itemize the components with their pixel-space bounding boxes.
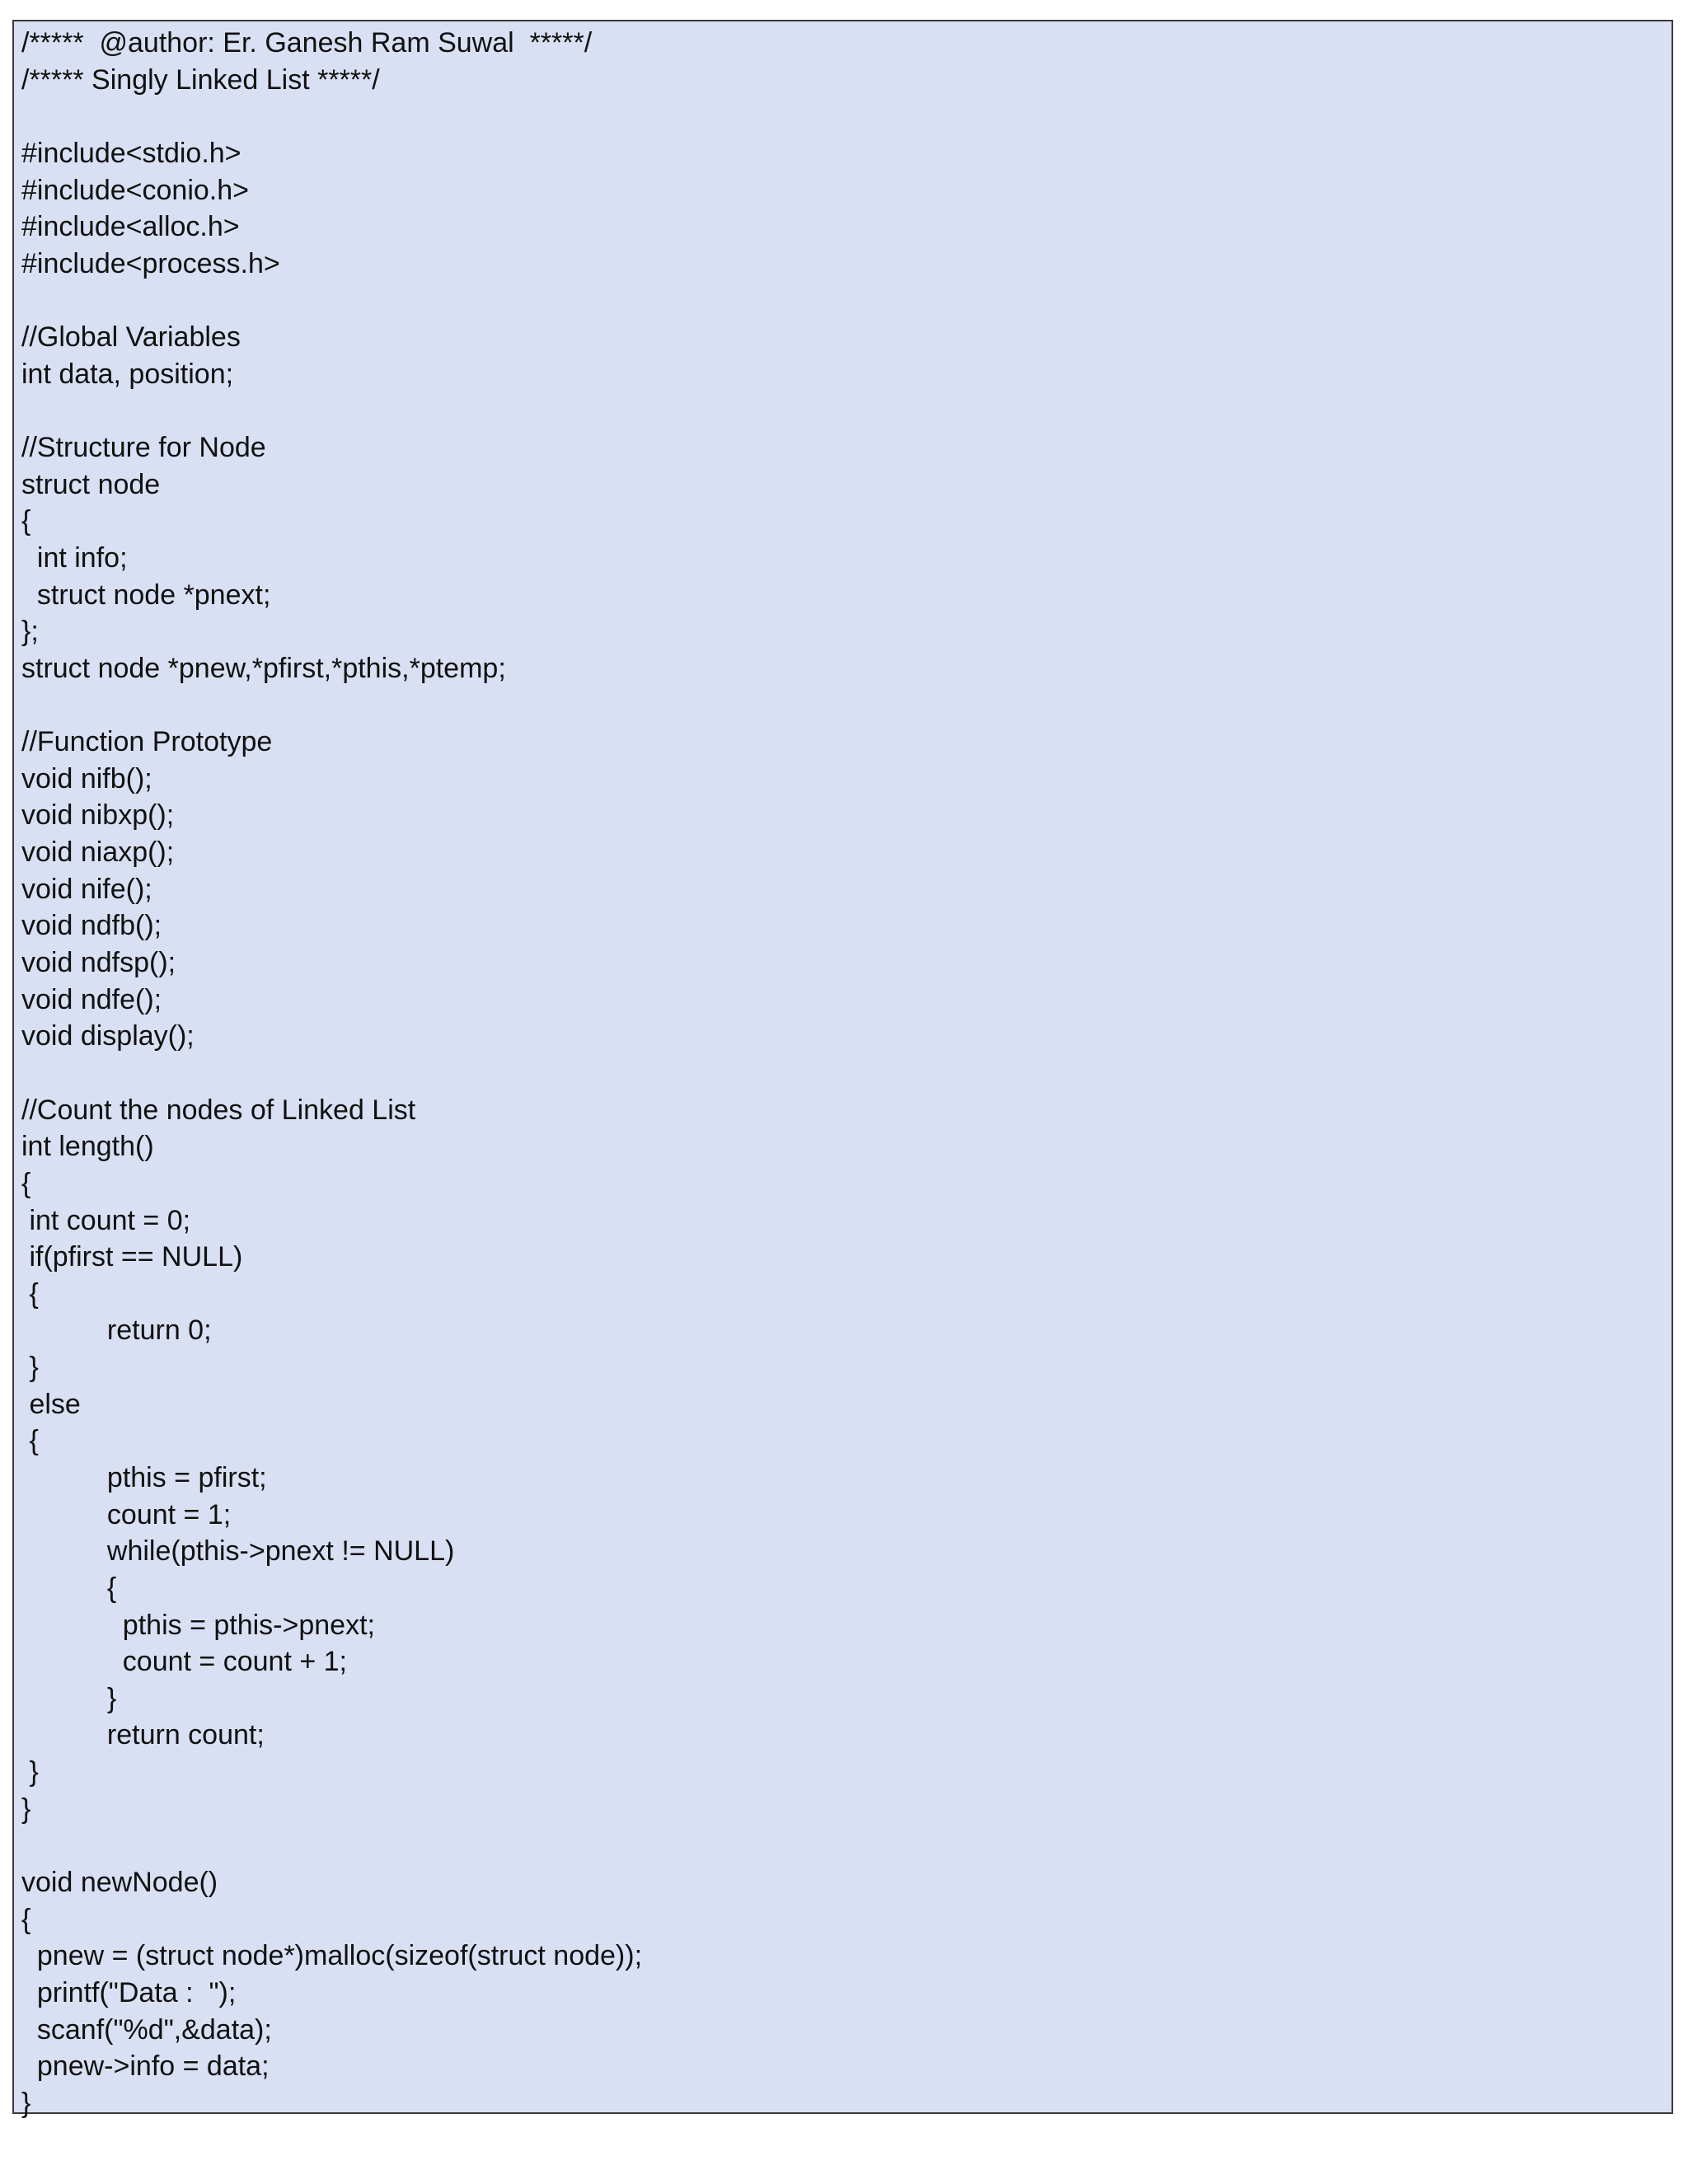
code-line	[21, 392, 642, 429]
code-line: }	[21, 1352, 39, 1384]
code-line: {	[21, 1425, 39, 1457]
code-line: void ndfb();	[21, 910, 162, 942]
code-line: void nibxp();	[21, 799, 175, 832]
code-line: int info;	[21, 541, 128, 574]
code-line: //Structure for Node	[21, 432, 266, 464]
code-line: void nife();	[21, 873, 152, 905]
code-line: void ndfsp();	[21, 947, 176, 979]
code-line: struct node	[21, 468, 161, 500]
code-line: /***** Singly Linked List *****/	[21, 63, 380, 96]
code-line: int count = 0;	[21, 1204, 191, 1236]
code-line: #include<stdio.h>	[21, 137, 241, 169]
code-line	[21, 1055, 642, 1092]
code-line: return 0;	[21, 1315, 212, 1347]
code-line: #include<conio.h>	[21, 174, 250, 206]
code-line: struct node *pnew,*pfirst,*pthis,*ptemp;	[21, 652, 506, 684]
code-listing-box	[12, 20, 1673, 2119]
code-line: printf("Data : ");	[21, 1976, 237, 2008]
code-line: }	[21, 2087, 31, 2119]
code-line: //Function Prototype	[21, 726, 273, 758]
code-line: return count;	[21, 1719, 265, 1751]
code-line: pthis = pfirst;	[21, 1461, 267, 1493]
code-line: if(pfirst == NULL)	[21, 1241, 243, 1273]
code-line: count = count + 1;	[21, 1646, 348, 1678]
code-line: else	[21, 1388, 81, 1420]
code-line: void newNode()	[21, 1867, 218, 1899]
code-line: pnew->info = data;	[21, 2050, 270, 2083]
code-line	[21, 1827, 642, 1864]
code-line: {	[21, 1167, 31, 1199]
code-line: int data, position;	[21, 358, 234, 390]
code-line: };	[21, 616, 39, 648]
code-line: {	[21, 505, 31, 537]
code-line: void ndfe();	[21, 983, 162, 1015]
code-line: {	[21, 1277, 39, 1310]
code-line: //Global Variables	[21, 321, 241, 354]
code-lines	[21, 25, 642, 2122]
code-line: }	[21, 1682, 117, 1714]
code-line: {	[21, 1903, 31, 1935]
code-line	[21, 282, 642, 319]
code-line: void niaxp();	[21, 837, 175, 869]
code-line: int length()	[21, 1131, 154, 1163]
code-line: }	[21, 1793, 31, 1825]
code-line: pnew = (struct node*)malloc(sizeof(struct node));	[21, 1940, 643, 1972]
code-line: scanf("%d",&data);	[21, 2013, 272, 2046]
code-line: void nifb();	[21, 762, 152, 794]
code-line: {	[21, 1572, 117, 1604]
code-line	[21, 687, 642, 724]
code-line: #include<process.h>	[21, 247, 280, 279]
code-line: struct node *pnext;	[21, 579, 271, 611]
code-line: while(pthis->pnext != NULL)	[21, 1535, 455, 1568]
code-line: #include<alloc.h>	[21, 211, 240, 243]
code-line: /***** @author: Er. Ganesh Ram Suwal *****/	[21, 27, 593, 59]
code-line	[21, 98, 642, 135]
code-line: void display();	[21, 1020, 195, 1052]
code-line: }	[21, 1756, 39, 1788]
code-line: //Count the nodes of Linked List	[21, 1094, 416, 1126]
code-line: count = 1;	[21, 1498, 232, 1530]
code-line: pthis = pthis->pnext;	[21, 1609, 375, 1641]
